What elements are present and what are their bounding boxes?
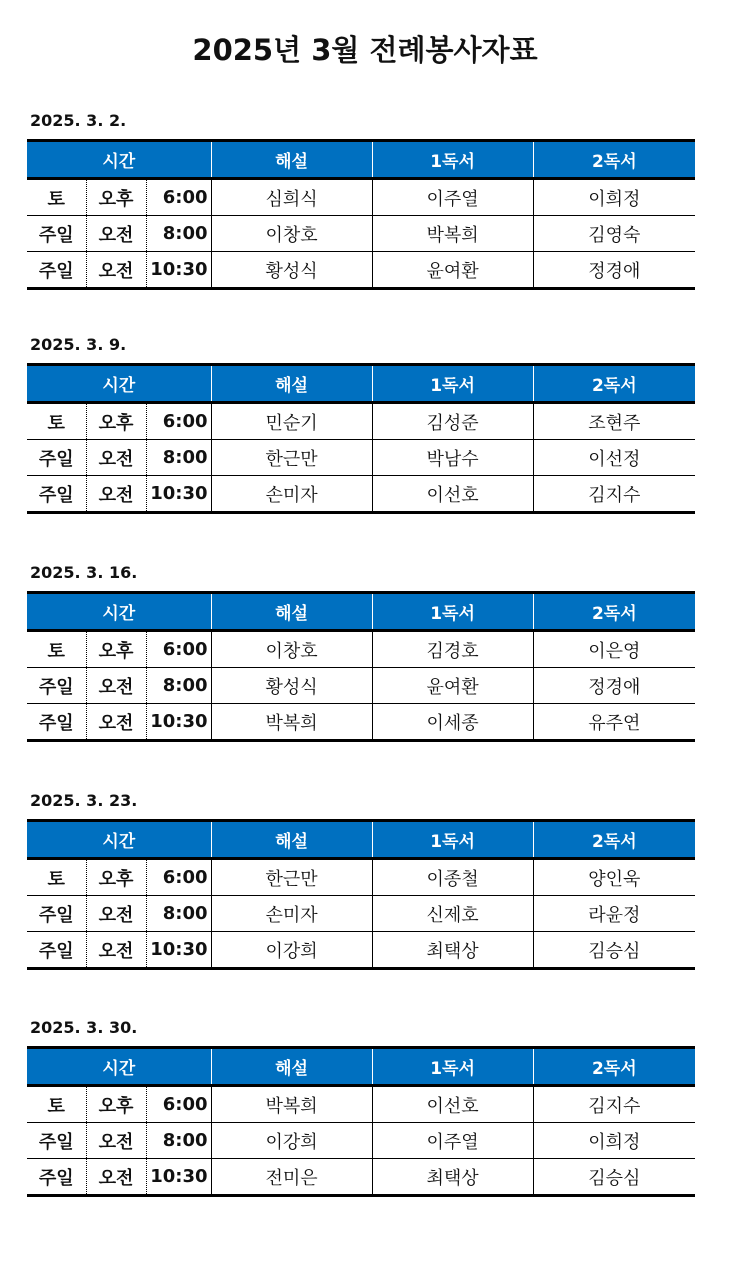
table-row: [27, 252, 695, 289]
day-cell: 주일: [27, 440, 86, 476]
header-reader1: 1독서: [372, 365, 533, 403]
table-row: [27, 1086, 695, 1123]
time-cell: 10:30: [146, 252, 211, 289]
day-cell: 주일: [27, 1123, 86, 1159]
reader1-cell: 박남수: [372, 440, 533, 476]
day-cell: 주일: [27, 932, 86, 969]
reader1-cell: 김성준: [372, 403, 533, 440]
header-reader2: 2독서: [533, 593, 695, 631]
time-cell: 6:00: [146, 179, 211, 216]
table-row: [27, 896, 695, 932]
reader1-cell: 이세종: [372, 704, 533, 741]
time-cell: 8:00: [146, 896, 211, 932]
time-cell: 10:30: [146, 1159, 211, 1196]
day-cell: 토: [27, 1086, 86, 1123]
reader2-cell: 정경애: [533, 668, 695, 704]
header-reader1: 1독서: [372, 141, 533, 179]
time-cell: 6:00: [146, 1086, 211, 1123]
reader2-cell: 조현주: [533, 403, 695, 440]
day-cell: 주일: [27, 896, 86, 932]
reader2-cell: 김승심: [533, 932, 695, 969]
ampm-cell: 오전: [86, 440, 146, 476]
commentary-cell: 이강희: [211, 932, 372, 969]
day-cell: 토: [27, 859, 86, 896]
time-cell: 6:00: [146, 403, 211, 440]
table-header-row: [27, 141, 695, 179]
reader2-cell: 이선정: [533, 440, 695, 476]
day-cell: 토: [27, 631, 86, 668]
commentary-cell: 이창호: [211, 216, 372, 252]
reader1-cell: 김경호: [372, 631, 533, 668]
header-commentary: 해설: [211, 365, 372, 403]
ampm-cell: 오전: [86, 1123, 146, 1159]
reader1-cell: 이주열: [372, 1123, 533, 1159]
reader2-cell: 김지수: [533, 1086, 695, 1123]
table-row: [27, 932, 695, 969]
time-cell: 8:00: [146, 1123, 211, 1159]
ampm-cell: 오후: [86, 859, 146, 896]
day-cell: 주일: [27, 476, 86, 513]
reader1-cell: 이선호: [372, 1086, 533, 1123]
time-cell: 6:00: [146, 859, 211, 896]
ampm-cell: 오후: [86, 403, 146, 440]
section-date: 2025. 3. 16.: [30, 563, 138, 582]
reader1-cell: 박복희: [372, 216, 533, 252]
ampm-cell: 오전: [86, 932, 146, 969]
section-date: 2025. 3. 23.: [30, 791, 138, 810]
reader1-cell: 신제호: [372, 896, 533, 932]
reader1-cell: 윤여환: [372, 668, 533, 704]
header-reader1: 1독서: [372, 593, 533, 631]
commentary-cell: 박복희: [211, 704, 372, 741]
header-time: 시간: [27, 821, 211, 859]
reader2-cell: 이희정: [533, 179, 695, 216]
table-header-row: [27, 593, 695, 631]
day-cell: 주일: [27, 1159, 86, 1196]
commentary-cell: 민순기: [211, 403, 372, 440]
table-row: [27, 403, 695, 440]
schedule-table: [27, 363, 695, 514]
header-time: 시간: [27, 141, 211, 179]
schedule-section: [27, 333, 695, 514]
ampm-cell: 오후: [86, 631, 146, 668]
time-cell: 10:30: [146, 932, 211, 969]
reader2-cell: 정경애: [533, 252, 695, 289]
table-row: [27, 179, 695, 216]
commentary-cell: 손미자: [211, 896, 372, 932]
reader2-cell: 이은영: [533, 631, 695, 668]
header-reader1: 1독서: [372, 1048, 533, 1086]
table-header-row: [27, 821, 695, 859]
time-cell: 10:30: [146, 704, 211, 741]
header-commentary: 해설: [211, 141, 372, 179]
section-date: 2025. 3. 30.: [30, 1018, 138, 1037]
schedule-table: [27, 1046, 695, 1197]
schedule-table: [27, 591, 695, 742]
ampm-cell: 오후: [86, 1086, 146, 1123]
table-row: [27, 859, 695, 896]
table-header-row: [27, 1048, 695, 1086]
ampm-cell: 오전: [86, 216, 146, 252]
table-row: [27, 704, 695, 741]
commentary-cell: 한근만: [211, 440, 372, 476]
day-cell: 토: [27, 179, 86, 216]
ampm-cell: 오전: [86, 476, 146, 513]
ampm-cell: 오전: [86, 252, 146, 289]
section-date: 2025. 3. 9.: [30, 335, 127, 354]
reader2-cell: 양인욱: [533, 859, 695, 896]
time-cell: 8:00: [146, 668, 211, 704]
table-row: [27, 476, 695, 513]
ampm-cell: 오후: [86, 179, 146, 216]
table-row: [27, 1159, 695, 1196]
reader1-cell: 윤여환: [372, 252, 533, 289]
reader1-cell: 이선호: [372, 476, 533, 513]
commentary-cell: 심희식: [211, 179, 372, 216]
header-reader1: 1독서: [372, 821, 533, 859]
commentary-cell: 한근만: [211, 859, 372, 896]
header-reader2: 2독서: [533, 141, 695, 179]
day-cell: 토: [27, 403, 86, 440]
schedule-section: [27, 1016, 695, 1197]
reader2-cell: 라윤정: [533, 896, 695, 932]
reader2-cell: 유주연: [533, 704, 695, 741]
page-title: 2025년 3월 전례봉사자표: [192, 33, 538, 67]
section-date: 2025. 3. 2.: [30, 111, 127, 130]
table-row: [27, 668, 695, 704]
header-commentary: 해설: [211, 1048, 372, 1086]
table-row: [27, 216, 695, 252]
header-time: 시간: [27, 1048, 211, 1086]
table-row: [27, 1123, 695, 1159]
schedule-table: [27, 819, 695, 970]
header-reader2: 2독서: [533, 821, 695, 859]
reader2-cell: 김영숙: [533, 216, 695, 252]
table-row: [27, 440, 695, 476]
header-time: 시간: [27, 365, 211, 403]
reader1-cell: 이종철: [372, 859, 533, 896]
day-cell: 주일: [27, 704, 86, 741]
ampm-cell: 오전: [86, 704, 146, 741]
header-time: 시간: [27, 593, 211, 631]
commentary-cell: 이강희: [211, 1123, 372, 1159]
day-cell: 주일: [27, 252, 86, 289]
time-cell: 8:00: [146, 216, 211, 252]
commentary-cell: 황성식: [211, 252, 372, 289]
header-commentary: 해설: [211, 593, 372, 631]
schedule-section: [27, 789, 695, 970]
ampm-cell: 오전: [86, 1159, 146, 1196]
header-reader2: 2독서: [533, 365, 695, 403]
reader2-cell: 이희정: [533, 1123, 695, 1159]
commentary-cell: 손미자: [211, 476, 372, 513]
commentary-cell: 이창호: [211, 631, 372, 668]
commentary-cell: 박복희: [211, 1086, 372, 1123]
table-header-row: [27, 365, 695, 403]
day-cell: 주일: [27, 216, 86, 252]
commentary-cell: 전미은: [211, 1159, 372, 1196]
schedule-section: [27, 109, 695, 290]
table-row: [27, 631, 695, 668]
schedule-section: [27, 561, 695, 742]
ampm-cell: 오전: [86, 896, 146, 932]
reader1-cell: 최택상: [372, 932, 533, 969]
time-cell: 10:30: [146, 476, 211, 513]
reader2-cell: 김승심: [533, 1159, 695, 1196]
schedule-table: [27, 139, 695, 290]
header-reader2: 2독서: [533, 1048, 695, 1086]
reader1-cell: 이주열: [372, 179, 533, 216]
time-cell: 6:00: [146, 631, 211, 668]
commentary-cell: 황성식: [211, 668, 372, 704]
header-commentary: 해설: [211, 821, 372, 859]
reader2-cell: 김지수: [533, 476, 695, 513]
time-cell: 8:00: [146, 440, 211, 476]
ampm-cell: 오전: [86, 668, 146, 704]
reader1-cell: 최택상: [372, 1159, 533, 1196]
day-cell: 주일: [27, 668, 86, 704]
